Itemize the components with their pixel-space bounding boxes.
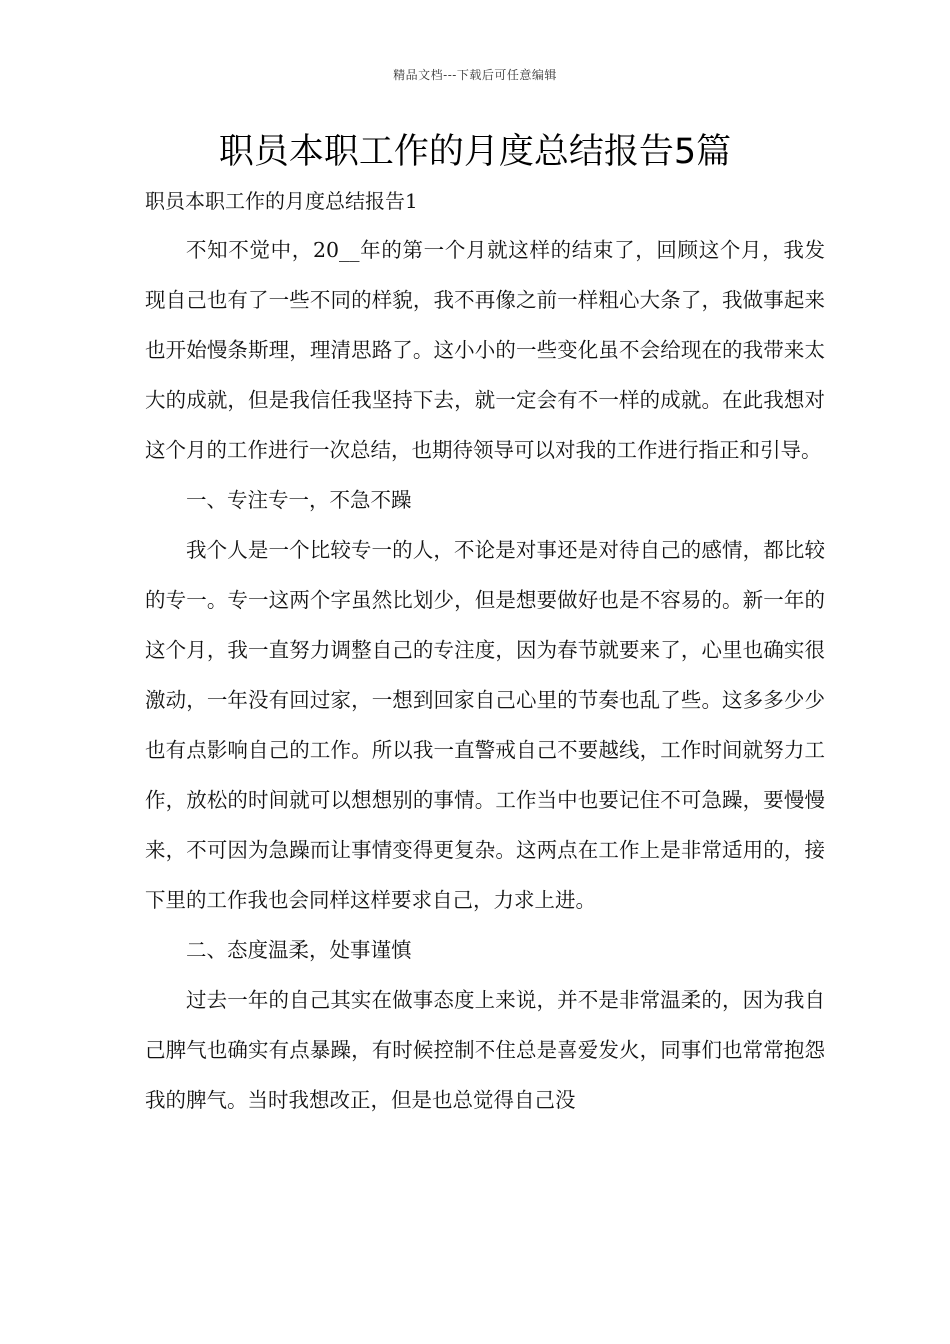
- section-heading-2: 二、态度温柔，处事谨慎: [186, 938, 412, 962]
- section-heading-1: 一、专注专一，不急不躁: [186, 488, 412, 512]
- document-subtitle: 职员本职工作的月度总结报告1: [145, 189, 418, 213]
- document-body: [145, 225, 825, 1125]
- page-header-note: 精品文档---下载后可任意编辑: [393, 68, 557, 82]
- document-title: 职员本职工作的月度总结报告5篇: [218, 132, 732, 172]
- paragraph-intro: 不知不觉中，20__年的第一个月就这样的结束了，回顾这个月，我发现自己也有了一些不同的样貌，我不再像之前一样粗心大条了，我做事起来也开始慢条斯理，理清思路了。这小小的一些变化虽不会给现在的我带来太大的成就，但是我信任我坚持下去，就一定会有不一样的成就。在此我想对这个月的工作进行一次总结，也期待领导可以对我的工作进行指正和引导。: [145, 238, 825, 462]
- paragraph-section-1: 我个人是一个比较专一的人，不论是对事还是对待自己的感情，都比较的专一。专一这两个字虽然比划少，但是想要做好也是不容易的。新一年的这个月，我一直努力调整自己的专注度，因为春节就要来了，心里也确实很激动，一年没有回过家，一想到回家自己心里的节奏也乱了些。这多多少少也有点影响自己的工作。所以我一直警戒自己不要越线，工作时间就努力工作，放松的时间就可以想想别的事情。工作当中也要记住不可急躁，要慢慢来，不可因为急躁而让事情变得更复杂。这两点在工作上是非常适用的，接下里的工作我也会同样这样要求自己，力求上进。: [145, 538, 825, 912]
- paragraph-section-2: 过去一年的自己其实在做事态度上来说，并不是非常温柔的，因为我自己脾气也确实有点暴躁，有时候控制不住总是喜爱发火，同事们也常常抱怨我的脾气。当时我想改正，但是也总觉得自己没: [145, 988, 825, 1112]
